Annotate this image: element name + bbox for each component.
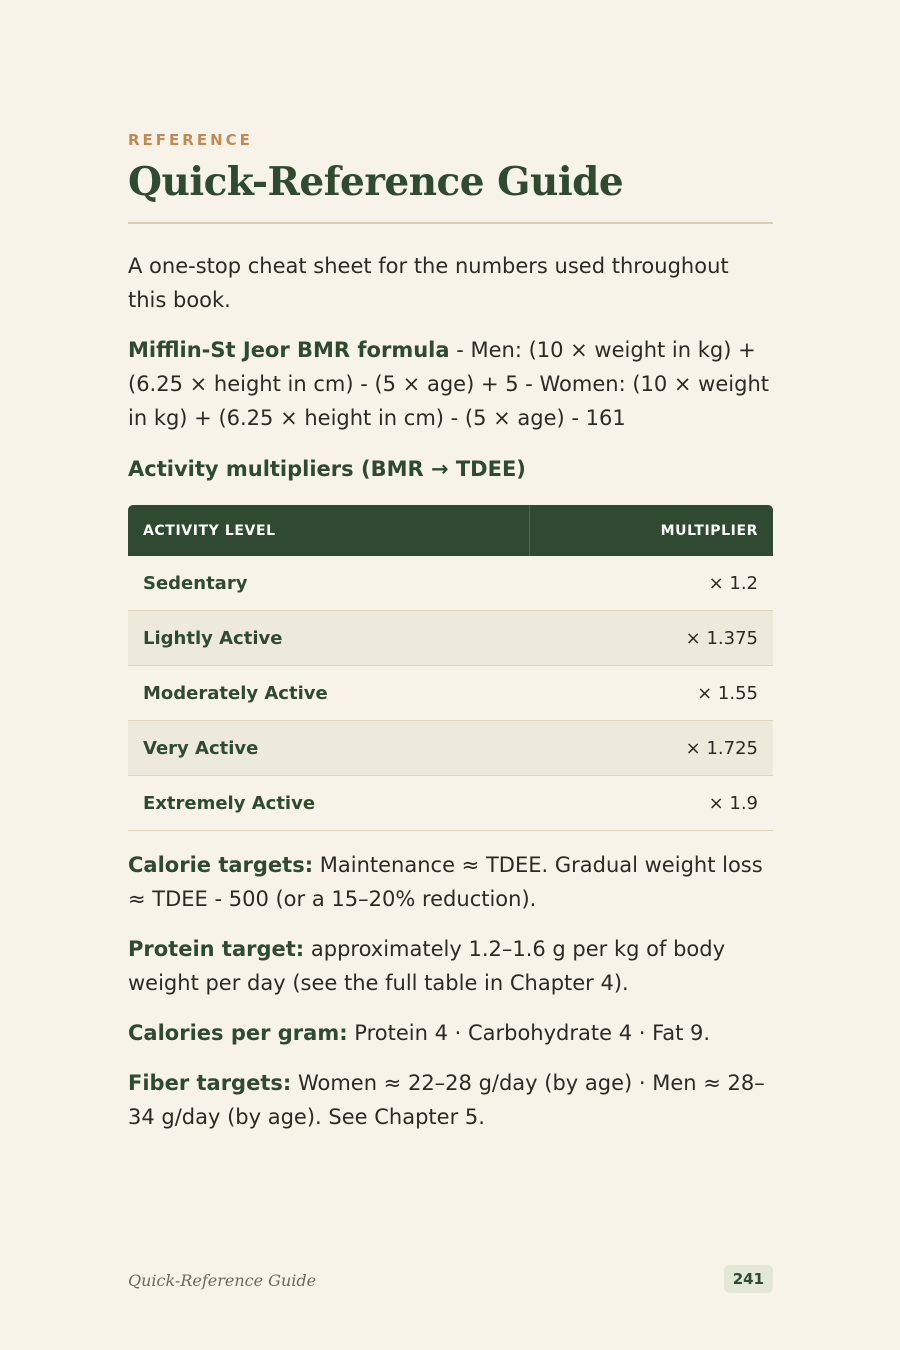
calorie-targets-text: Maintenance ≈ TDEE. Gradual weight loss ≈ TDEE - 500 (or a 15–20% reduction).: [128, 853, 763, 911]
title-divider: [128, 222, 773, 224]
multiplier-cell: × 1.375: [530, 611, 773, 666]
activity-multiplier-table: [128, 505, 773, 831]
page-content: [128, 128, 773, 1134]
column-header-multiplier: MULTIPLIER: [530, 505, 773, 556]
multiplier-cell: × 1.55: [530, 666, 773, 721]
fiber-targets-paragraph: [128, 1066, 773, 1134]
table-row: [128, 666, 773, 721]
activity-level-cell: Moderately Active: [128, 666, 530, 721]
bmr-formula-label: Mifflin-St Jeor BMR formula: [128, 338, 450, 362]
page-number-badge: 241: [724, 1265, 773, 1293]
fiber-targets-label: Fiber targets:: [128, 1071, 292, 1095]
table-row: [128, 556, 773, 611]
calorie-targets-label: Calorie targets:: [128, 853, 314, 877]
table-header-row: [128, 505, 773, 556]
multiplier-cell: × 1.9: [530, 776, 773, 831]
activity-multipliers-heading: Activity multipliers (BMR → TDEE): [128, 457, 526, 481]
fiber-targets-text: Women ≈ 22–28 g/day (by age) · Men ≈ 28–34 g/day (by age). See Chapter 5.: [128, 1071, 765, 1129]
protein-target-label: Protein target:: [128, 937, 305, 961]
calories-per-gram-label: Calories per gram:: [128, 1021, 348, 1045]
table-row: [128, 611, 773, 666]
bmr-formula-paragraph: [128, 333, 773, 435]
table-row: [128, 776, 773, 831]
calories-per-gram-paragraph: [128, 1016, 773, 1050]
table-row: [128, 721, 773, 776]
multiplier-cell: × 1.725: [530, 721, 773, 776]
activity-level-cell: Lightly Active: [128, 611, 530, 666]
calorie-targets-paragraph: [128, 848, 773, 916]
calories-per-gram-text: Protein 4 · Carbohydrate 4 · Fat 9.: [347, 1021, 711, 1045]
protein-target-paragraph: [128, 932, 773, 1000]
column-header-activity-level: ACTIVITY LEVEL: [128, 505, 530, 556]
bmr-formula-text: - Men: (10 × weight in kg) + (6.25 × height in cm) - (5 × age) + 5 - Women: (10 × weight in kg) + (6.25 × height in cm) - (5 × age) - 161: [128, 338, 769, 430]
activity-level-cell: Sedentary: [128, 556, 530, 611]
activity-level-cell: Very Active: [128, 721, 530, 776]
protein-target-text: approximately 1.2–1.6 g per kg of body weight per day (see the full table in Chapter 4).: [128, 937, 726, 995]
running-footer-title: Quick-Reference Guide: [128, 1271, 317, 1290]
activity-level-cell: Extremely Active: [128, 776, 530, 831]
multiplier-cell: × 1.2: [530, 556, 773, 611]
page-title: Quick-Reference Guide: [128, 159, 624, 205]
intro-paragraph: A one-stop cheat sheet for the numbers used throughout this book.: [128, 254, 729, 312]
section-eyebrow: REFERENCE: [128, 131, 253, 149]
